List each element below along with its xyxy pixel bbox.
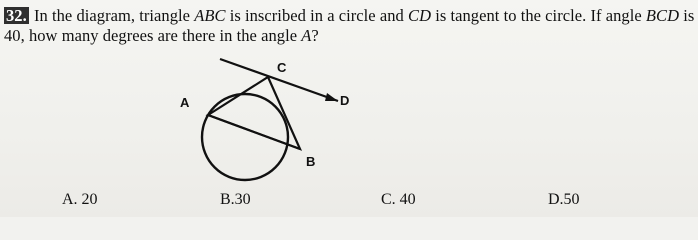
triangle-name: ABC: [194, 6, 226, 25]
question-text-part3: is tangent to the circle. If angle: [431, 6, 646, 25]
question-text-part2: is inscribed in a circle and: [225, 6, 409, 25]
circle-tangent-diagram: [168, 55, 358, 185]
angle-name: BCD: [645, 6, 680, 25]
question-32: [4, 6, 696, 46]
tangent-name: CD: [408, 6, 432, 25]
question-text-part1: In the diagram, triangle: [29, 6, 195, 25]
question-number: 32.: [6, 6, 27, 25]
question-text-part5: ?: [311, 26, 319, 45]
choice-d[interactable]: D.50: [548, 191, 580, 208]
target-angle: A: [301, 26, 312, 45]
circle: [202, 94, 288, 180]
choice-b[interactable]: B.30: [220, 191, 251, 208]
question-text-part4: is 40, how many degrees are there in the angle: [4, 6, 695, 45]
choice-c[interactable]: C. 40: [381, 191, 416, 208]
triangle-abc: [208, 77, 300, 149]
label-c: C: [277, 60, 287, 75]
label-b: B: [306, 154, 316, 169]
tangent-arrow-head: [325, 93, 338, 101]
label-a: A: [180, 95, 190, 110]
label-d: D: [340, 93, 350, 108]
choice-a[interactable]: A. 20: [62, 191, 98, 208]
